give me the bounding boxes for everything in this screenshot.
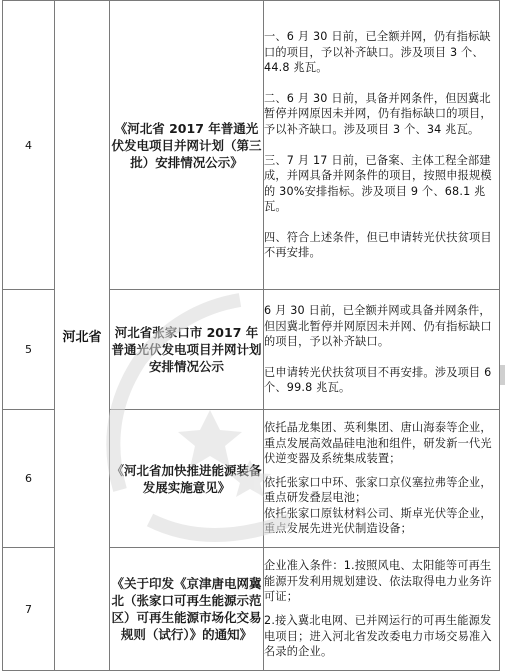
policy-title: 河北省张家口市 2017 年普通光伏发电项目并网计划安排情况公示 <box>110 290 264 410</box>
policy-title: 《关于印发《京津唐电网冀北（张家口可再生能源示范区）可再生能源市场化交易规则（试行）》的通知》 <box>110 548 264 671</box>
row-number: 7 <box>3 548 55 671</box>
row-number: 6 <box>3 410 55 548</box>
row-number: 5 <box>3 290 55 410</box>
content-paragraph: 6 月 30 日前，已全额并网或具备并网条件，但因冀北暂停并网原因未并网、仍有指标缺口的项目，予以补齐缺口。 <box>264 304 492 349</box>
policy-table <box>2 0 500 671</box>
content-paragraph: 一、6 月 30 日前，已全额并网，仍有指标缺口的项目，予以补齐缺口。涉及项目 3 个、44.8 兆瓦。 <box>264 29 491 75</box>
policy-content <box>264 410 500 548</box>
content-paragraph: 二、6 月 30 日前，具备并网条件，但因冀北暂停并网原因未并网，仍有指标缺口的项目，予以补齐缺口。涉及项目 3 个、34 兆瓦。 <box>264 91 492 136</box>
row-number: 4 <box>3 1 55 290</box>
table-row <box>3 1 500 290</box>
content-paragraph: 依托晶龙集团、英利集团、唐山海泰等企业，重点发展高效晶硅电池和组件，研发新一代光伏逆变器及系统集成装置； <box>264 420 492 466</box>
policy-content <box>264 290 500 410</box>
policy-title: 《河北省加快推进能源装备发展实施意见》 <box>110 410 264 548</box>
policy-content <box>264 548 500 671</box>
province-cell: 河北省 <box>55 1 110 671</box>
policy-title: 《河北省 2017 年普通光伏发电项目并网计划（第三批）安排情况公示》 <box>110 1 264 290</box>
content-paragraph: 依托张家口中环、张家口京仪塞拉弗等企业，重点研发叠层电池； <box>264 475 492 505</box>
content-paragraph: 2.接入冀北电网、已并网运行的可再生能源发电项目；进入河北省发改委电力市场交易准入名录的企业。 <box>264 614 492 659</box>
content-paragraph: 四、符合上述条件，但已申请转光伏扶贫项目不再安排。 <box>264 230 492 260</box>
content-paragraph: 已申请转光伏扶贫项目不再安排。涉及项目 6 个、99.8 兆瓦。 <box>264 365 492 395</box>
policy-content <box>264 1 500 290</box>
scroll-handle[interactable] <box>500 365 505 385</box>
content-paragraph: 依托张家口原钛材料公司、斯卓光伏等企业，重点发展先进光伏制造设备； <box>264 506 492 536</box>
content-paragraph: 企业准入条件：1.按照风电、太阳能等可再生能源开发利用规划建设、依法取得电力业务许可证； <box>264 559 492 604</box>
content-paragraph: 三、7 月 17 日前，已备案、主体工程全部建成，并网具备并网条件的项目，按照申报规模的 30%安排指标。涉及项目 9 个、68.1 兆瓦。 <box>264 153 492 214</box>
